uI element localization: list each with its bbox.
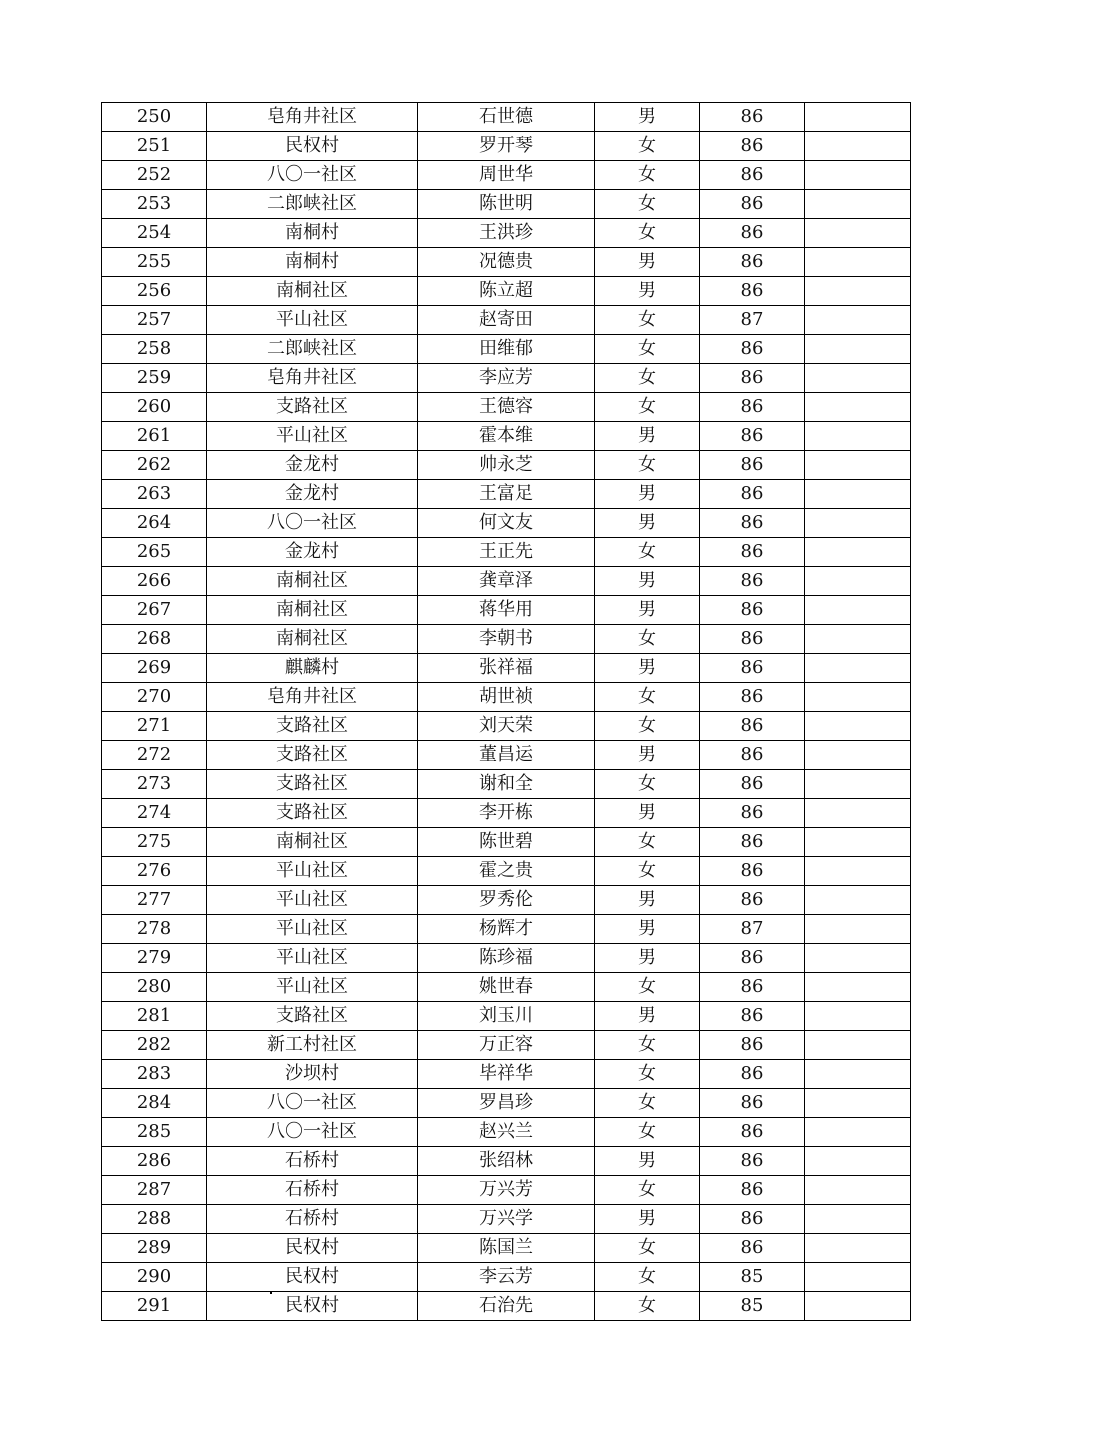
- age-cell: 86: [700, 1205, 805, 1234]
- serial-number-cell: 258: [102, 335, 207, 364]
- serial-number-cell: 276: [102, 857, 207, 886]
- gender-cell: 男: [595, 944, 700, 973]
- name-cell: 陈立超: [418, 277, 595, 306]
- age-cell: 85: [700, 1263, 805, 1292]
- table-row: [102, 277, 911, 306]
- age-cell: 86: [700, 1031, 805, 1060]
- gender-cell: 女: [595, 306, 700, 335]
- gender-cell: 女: [595, 625, 700, 654]
- serial-number-cell: 272: [102, 741, 207, 770]
- serial-number-cell: 250: [102, 103, 207, 132]
- gender-cell: 女: [595, 1176, 700, 1205]
- name-cell: 龚章泽: [418, 567, 595, 596]
- serial-number-cell: 269: [102, 654, 207, 683]
- gender-cell: 男: [595, 1205, 700, 1234]
- name-cell: 李朝书: [418, 625, 595, 654]
- name-cell: 罗开琴: [418, 132, 595, 161]
- age-cell: 86: [700, 1060, 805, 1089]
- name-cell: 石世德: [418, 103, 595, 132]
- remarks-cell: [805, 480, 911, 509]
- remarks-cell: [805, 828, 911, 857]
- name-cell: 张绍林: [418, 1147, 595, 1176]
- community-cell: 南桐社区: [207, 625, 418, 654]
- community-cell: 平山社区: [207, 857, 418, 886]
- age-cell: 86: [700, 364, 805, 393]
- name-cell: 谢和全: [418, 770, 595, 799]
- remarks-cell: [805, 335, 911, 364]
- gender-cell: 女: [595, 1118, 700, 1147]
- serial-number-cell: 255: [102, 248, 207, 277]
- serial-number-cell: 264: [102, 509, 207, 538]
- age-cell: 86: [700, 277, 805, 306]
- remarks-cell: [805, 219, 911, 248]
- serial-number-cell: 288: [102, 1205, 207, 1234]
- remarks-cell: [805, 306, 911, 335]
- community-cell: 平山社区: [207, 306, 418, 335]
- remarks-cell: [805, 683, 911, 712]
- community-cell: 皂角井社区: [207, 364, 418, 393]
- serial-number-cell: 284: [102, 1089, 207, 1118]
- age-cell: 86: [700, 538, 805, 567]
- table-row: [102, 625, 911, 654]
- gender-cell: 女: [595, 364, 700, 393]
- community-cell: 民权村: [207, 132, 418, 161]
- remarks-cell: [805, 654, 911, 683]
- age-cell: 86: [700, 480, 805, 509]
- name-cell: 蒋华用: [418, 596, 595, 625]
- age-cell: 86: [700, 248, 805, 277]
- community-cell: 八〇一社区: [207, 509, 418, 538]
- age-cell: 86: [700, 422, 805, 451]
- remarks-cell: [805, 422, 911, 451]
- name-cell: 王德容: [418, 393, 595, 422]
- name-cell: 董昌运: [418, 741, 595, 770]
- name-cell: 陈国兰: [418, 1234, 595, 1263]
- table-row: [102, 1176, 911, 1205]
- age-cell: 86: [700, 654, 805, 683]
- serial-number-cell: 267: [102, 596, 207, 625]
- gender-cell: 女: [595, 451, 700, 480]
- serial-number-cell: 266: [102, 567, 207, 596]
- table-row: [102, 364, 911, 393]
- serial-number-cell: 253: [102, 190, 207, 219]
- name-cell: 王正先: [418, 538, 595, 567]
- name-cell: 胡世祯: [418, 683, 595, 712]
- gender-cell: 女: [595, 132, 700, 161]
- remarks-cell: [805, 1118, 911, 1147]
- serial-number-cell: 282: [102, 1031, 207, 1060]
- name-cell: 姚世春: [418, 973, 595, 1002]
- gender-cell: 男: [595, 654, 700, 683]
- serial-number-cell: 278: [102, 915, 207, 944]
- age-cell: 86: [700, 219, 805, 248]
- remarks-cell: [805, 944, 911, 973]
- table-row: [102, 799, 911, 828]
- community-cell: 石桥村: [207, 1205, 418, 1234]
- serial-number-cell: 270: [102, 683, 207, 712]
- age-cell: 86: [700, 770, 805, 799]
- community-cell: 支路社区: [207, 393, 418, 422]
- table-row: [102, 1147, 911, 1176]
- name-cell: 李开栋: [418, 799, 595, 828]
- name-cell: 何文友: [418, 509, 595, 538]
- age-cell: 85: [700, 1292, 805, 1321]
- age-cell: 86: [700, 712, 805, 741]
- gender-cell: 女: [595, 538, 700, 567]
- table-row: [102, 306, 911, 335]
- remarks-cell: [805, 799, 911, 828]
- community-cell: 八〇一社区: [207, 1118, 418, 1147]
- serial-number-cell: 254: [102, 219, 207, 248]
- community-cell: 平山社区: [207, 915, 418, 944]
- age-cell: 86: [700, 1234, 805, 1263]
- table-row: [102, 1060, 911, 1089]
- remarks-cell: [805, 1176, 911, 1205]
- age-cell: 87: [700, 306, 805, 335]
- serial-number-cell: 262: [102, 451, 207, 480]
- serial-number-cell: 274: [102, 799, 207, 828]
- serial-number-cell: 273: [102, 770, 207, 799]
- community-cell: 沙坝村: [207, 1060, 418, 1089]
- gender-cell: 女: [595, 190, 700, 219]
- name-cell: 王富足: [418, 480, 595, 509]
- name-cell: 毕祥华: [418, 1060, 595, 1089]
- remarks-cell: [805, 1205, 911, 1234]
- name-cell: 陈世碧: [418, 828, 595, 857]
- table-row: [102, 1031, 911, 1060]
- age-cell: 86: [700, 799, 805, 828]
- gender-cell: 男: [595, 596, 700, 625]
- remarks-cell: [805, 1292, 911, 1321]
- serial-number-cell: 259: [102, 364, 207, 393]
- remarks-cell: [805, 857, 911, 886]
- age-cell: 86: [700, 886, 805, 915]
- remarks-cell: [805, 277, 911, 306]
- age-cell: 86: [700, 1002, 805, 1031]
- serial-number-cell: 287: [102, 1176, 207, 1205]
- age-cell: 86: [700, 509, 805, 538]
- remarks-cell: [805, 161, 911, 190]
- table-row: [102, 915, 911, 944]
- table-row: [102, 219, 911, 248]
- serial-number-cell: 251: [102, 132, 207, 161]
- remarks-cell: [805, 567, 911, 596]
- roster-body: [102, 103, 911, 1321]
- table-row: [102, 654, 911, 683]
- gender-cell: 女: [595, 219, 700, 248]
- table-row: [102, 248, 911, 277]
- remarks-cell: [805, 1060, 911, 1089]
- name-cell: 刘天荣: [418, 712, 595, 741]
- serial-number-cell: 281: [102, 1002, 207, 1031]
- serial-number-cell: 279: [102, 944, 207, 973]
- community-cell: 支路社区: [207, 1002, 418, 1031]
- serial-number-cell: 286: [102, 1147, 207, 1176]
- serial-number-cell: 263: [102, 480, 207, 509]
- community-cell: 金龙村: [207, 451, 418, 480]
- name-cell: 陈珍福: [418, 944, 595, 973]
- name-cell: 万兴芳: [418, 1176, 595, 1205]
- table-row: [102, 480, 911, 509]
- gender-cell: 男: [595, 741, 700, 770]
- serial-number-cell: 256: [102, 277, 207, 306]
- table-row: [102, 828, 911, 857]
- community-cell: 二郎峡社区: [207, 190, 418, 219]
- community-cell: 二郎峡社区: [207, 335, 418, 364]
- name-cell: 万正容: [418, 1031, 595, 1060]
- gender-cell: 女: [595, 973, 700, 1002]
- serial-number-cell: 285: [102, 1118, 207, 1147]
- community-cell: 民权村: [207, 1292, 418, 1321]
- remarks-cell: [805, 1031, 911, 1060]
- community-cell: 民权村: [207, 1234, 418, 1263]
- table-row: [102, 741, 911, 770]
- age-cell: 87: [700, 915, 805, 944]
- table-row: [102, 596, 911, 625]
- remarks-cell: [805, 132, 911, 161]
- age-cell: 86: [700, 567, 805, 596]
- table-row: [102, 538, 911, 567]
- community-cell: 南桐社区: [207, 277, 418, 306]
- table-row: [102, 451, 911, 480]
- name-cell: 霍之贵: [418, 857, 595, 886]
- remarks-cell: [805, 770, 911, 799]
- table-row: [102, 1292, 911, 1321]
- community-cell: 八〇一社区: [207, 1089, 418, 1118]
- gender-cell: 男: [595, 277, 700, 306]
- gender-cell: 男: [595, 567, 700, 596]
- gender-cell: 女: [595, 683, 700, 712]
- community-cell: 平山社区: [207, 944, 418, 973]
- community-cell: 支路社区: [207, 741, 418, 770]
- table-row: [102, 1089, 911, 1118]
- age-cell: 86: [700, 1118, 805, 1147]
- gender-cell: 男: [595, 480, 700, 509]
- gender-cell: 男: [595, 915, 700, 944]
- table-row: [102, 422, 911, 451]
- table-row: [102, 712, 911, 741]
- roster-table: [101, 102, 911, 1321]
- serial-number-cell: 289: [102, 1234, 207, 1263]
- name-cell: 王洪珍: [418, 219, 595, 248]
- serial-number-cell: 280: [102, 973, 207, 1002]
- remarks-cell: [805, 190, 911, 219]
- remarks-cell: [805, 103, 911, 132]
- age-cell: 86: [700, 1089, 805, 1118]
- name-cell: 万兴学: [418, 1205, 595, 1234]
- table-row: [102, 1205, 911, 1234]
- age-cell: 86: [700, 683, 805, 712]
- gender-cell: 女: [595, 1234, 700, 1263]
- community-cell: 南桐村: [207, 219, 418, 248]
- community-cell: 金龙村: [207, 480, 418, 509]
- name-cell: 刘玉川: [418, 1002, 595, 1031]
- table-row: [102, 1002, 911, 1031]
- community-cell: 新工村社区: [207, 1031, 418, 1060]
- remarks-cell: [805, 712, 911, 741]
- community-cell: 麒麟村: [207, 654, 418, 683]
- remarks-cell: [805, 1089, 911, 1118]
- serial-number-cell: 277: [102, 886, 207, 915]
- remarks-cell: [805, 248, 911, 277]
- gender-cell: 男: [595, 103, 700, 132]
- name-cell: 张祥福: [418, 654, 595, 683]
- community-cell: 平山社区: [207, 973, 418, 1002]
- community-cell: 石桥村: [207, 1176, 418, 1205]
- table-row: [102, 683, 911, 712]
- gender-cell: 男: [595, 1002, 700, 1031]
- age-cell: 86: [700, 190, 805, 219]
- remarks-cell: [805, 1002, 911, 1031]
- table-row: [102, 973, 911, 1002]
- remarks-cell: [805, 973, 911, 1002]
- serial-number-cell: 260: [102, 393, 207, 422]
- age-cell: 86: [700, 857, 805, 886]
- age-cell: 86: [700, 451, 805, 480]
- name-cell: 杨辉才: [418, 915, 595, 944]
- gender-cell: 女: [595, 712, 700, 741]
- age-cell: 86: [700, 1147, 805, 1176]
- gender-cell: 男: [595, 422, 700, 451]
- name-cell: 霍本维: [418, 422, 595, 451]
- remarks-cell: [805, 741, 911, 770]
- age-cell: 86: [700, 741, 805, 770]
- table-row: [102, 190, 911, 219]
- stray-mark: [270, 1292, 272, 1294]
- serial-number-cell: 290: [102, 1263, 207, 1292]
- table-row: [102, 1234, 911, 1263]
- remarks-cell: [805, 625, 911, 654]
- remarks-cell: [805, 596, 911, 625]
- gender-cell: 女: [595, 1089, 700, 1118]
- table-row: [102, 103, 911, 132]
- remarks-cell: [805, 364, 911, 393]
- serial-number-cell: 283: [102, 1060, 207, 1089]
- name-cell: 赵兴兰: [418, 1118, 595, 1147]
- age-cell: 86: [700, 132, 805, 161]
- serial-number-cell: 252: [102, 161, 207, 190]
- community-cell: 南桐社区: [207, 828, 418, 857]
- remarks-cell: [805, 538, 911, 567]
- community-cell: 民权村: [207, 1263, 418, 1292]
- community-cell: 支路社区: [207, 770, 418, 799]
- gender-cell: 女: [595, 770, 700, 799]
- gender-cell: 女: [595, 857, 700, 886]
- age-cell: 86: [700, 335, 805, 364]
- community-cell: 南桐村: [207, 248, 418, 277]
- age-cell: 86: [700, 944, 805, 973]
- remarks-cell: [805, 1263, 911, 1292]
- remarks-cell: [805, 1234, 911, 1263]
- table-row: [102, 161, 911, 190]
- serial-number-cell: 257: [102, 306, 207, 335]
- table-row: [102, 770, 911, 799]
- community-cell: 金龙村: [207, 538, 418, 567]
- name-cell: 田维郁: [418, 335, 595, 364]
- gender-cell: 男: [595, 509, 700, 538]
- age-cell: 86: [700, 973, 805, 1002]
- age-cell: 86: [700, 393, 805, 422]
- table-row: [102, 857, 911, 886]
- age-cell: 86: [700, 1176, 805, 1205]
- serial-number-cell: 265: [102, 538, 207, 567]
- community-cell: 皂角井社区: [207, 103, 418, 132]
- table-row: [102, 509, 911, 538]
- serial-number-cell: 268: [102, 625, 207, 654]
- gender-cell: 女: [595, 393, 700, 422]
- serial-number-cell: 271: [102, 712, 207, 741]
- community-cell: 八〇一社区: [207, 161, 418, 190]
- remarks-cell: [805, 509, 911, 538]
- age-cell: 86: [700, 828, 805, 857]
- gender-cell: 男: [595, 799, 700, 828]
- community-cell: 支路社区: [207, 799, 418, 828]
- gender-cell: 女: [595, 335, 700, 364]
- community-cell: 南桐社区: [207, 596, 418, 625]
- community-cell: 支路社区: [207, 712, 418, 741]
- community-cell: 石桥村: [207, 1147, 418, 1176]
- name-cell: 陈世明: [418, 190, 595, 219]
- name-cell: 李云芳: [418, 1263, 595, 1292]
- name-cell: 帅永芝: [418, 451, 595, 480]
- table-row: [102, 886, 911, 915]
- table-row: [102, 335, 911, 364]
- remarks-cell: [805, 451, 911, 480]
- remarks-cell: [805, 393, 911, 422]
- age-cell: 86: [700, 625, 805, 654]
- serial-number-cell: 291: [102, 1292, 207, 1321]
- community-cell: 平山社区: [207, 886, 418, 915]
- table-row: [102, 393, 911, 422]
- gender-cell: 女: [595, 1060, 700, 1089]
- age-cell: 86: [700, 161, 805, 190]
- name-cell: 罗昌珍: [418, 1089, 595, 1118]
- name-cell: 罗秀伦: [418, 886, 595, 915]
- community-cell: 皂角井社区: [207, 683, 418, 712]
- age-cell: 86: [700, 596, 805, 625]
- remarks-cell: [805, 886, 911, 915]
- gender-cell: 男: [595, 886, 700, 915]
- gender-cell: 女: [595, 828, 700, 857]
- table-row: [102, 944, 911, 973]
- gender-cell: 女: [595, 1031, 700, 1060]
- name-cell: 赵寄田: [418, 306, 595, 335]
- serial-number-cell: 275: [102, 828, 207, 857]
- table-row: [102, 1263, 911, 1292]
- community-cell: 南桐社区: [207, 567, 418, 596]
- remarks-cell: [805, 915, 911, 944]
- table-row: [102, 567, 911, 596]
- table-row: [102, 1118, 911, 1147]
- remarks-cell: [805, 1147, 911, 1176]
- age-cell: 86: [700, 103, 805, 132]
- name-cell: 李应芳: [418, 364, 595, 393]
- gender-cell: 男: [595, 248, 700, 277]
- serial-number-cell: 261: [102, 422, 207, 451]
- gender-cell: 女: [595, 161, 700, 190]
- gender-cell: 女: [595, 1292, 700, 1321]
- gender-cell: 女: [595, 1263, 700, 1292]
- name-cell: 周世华: [418, 161, 595, 190]
- name-cell: 石治先: [418, 1292, 595, 1321]
- name-cell: 况德贵: [418, 248, 595, 277]
- gender-cell: 男: [595, 1147, 700, 1176]
- table-row: [102, 132, 911, 161]
- community-cell: 平山社区: [207, 422, 418, 451]
